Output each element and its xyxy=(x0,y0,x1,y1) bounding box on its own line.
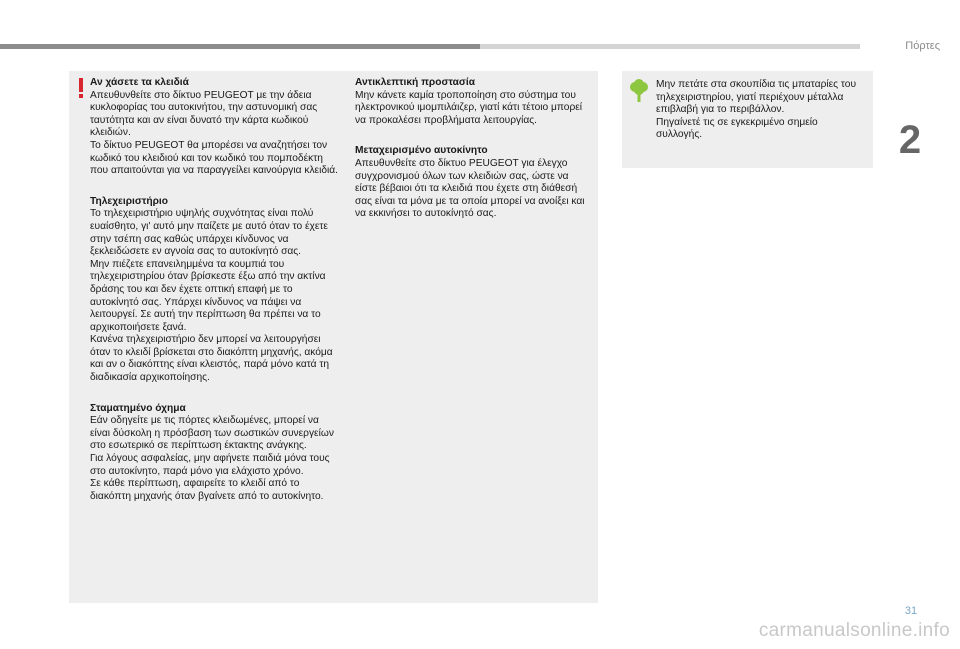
remote-control-section xyxy=(90,196,338,385)
left-column xyxy=(90,77,338,521)
anti-theft-section xyxy=(355,77,591,127)
environment-note-text xyxy=(656,79,866,142)
section-paragraph: Το δίκτυο PEUGEOT θα μπορέσει να αναζητήσει τον κωδικό του κλειδιού και τον κωδικό του πομποδέκτη που απαιτούνται για να παραγγείλει καινούργια κλειδιά. xyxy=(90,139,338,177)
section-paragraph: Το τηλεχειριστήριο υψηλής συχνότητας είναι πολύ ευαίσθητο, γι' αυτό μην παίζετε με αυτό όταν το έχετε στην τσέπη σας καθώς υπάρχει κίνδυνος να ξεκλειδώσετε εν αγνοία σας το αυτοκίνητό σας. xyxy=(90,208,328,258)
used-vehicle-section xyxy=(355,145,591,221)
section-paragraph: Μην κάνετε καμία τροποποίηση στο σύστημα του ηλεκτρονικού ιμομπιλάιζερ, γιατί κάτι τέτοιο μπορεί να προκαλέσει προβλήματα λειτουργίας. xyxy=(355,89,583,126)
right-column xyxy=(355,77,591,239)
exclamation-icon xyxy=(77,78,85,98)
section-heading: Τηλεχειριστήριο xyxy=(90,195,168,207)
environment-note-panel xyxy=(622,71,873,168)
section-heading: Σταματημένο όχημα xyxy=(90,402,186,414)
tree-icon xyxy=(629,79,649,103)
page-number: 31 xyxy=(904,605,918,617)
main-info-panel xyxy=(69,71,598,603)
section-paragraph: Κανένα τηλεχειριστήριο δεν μπορεί να λειτουργήσει όταν το κλειδί βρίσκεται στο διακόπτη μηχανής, ακόμα και αν ο διακόπτης είναι κλειστός, παρά μόνο κατά τη διαδικασία αρχικοποίησης. xyxy=(90,334,333,384)
section-paragraph: Απευθυνθείτε στο δίκτυο PEUGEOT για έλεγχο συγχρονισμού όλων των κλειδιών σας, ώστε να είστε βέβαιοι ότι τα κλειδιά που έχετε στη διάθεσή σας είναι τα μόνα με τα οποία μπορεί να ανοίξει και να εκκινήσει το αυτοκίνητό σας. xyxy=(355,157,585,220)
watermark: carmanualsonline.info xyxy=(758,620,950,641)
section-title: Πόρτες xyxy=(905,40,940,52)
chapter-number: 2 xyxy=(898,118,922,162)
note-paragraph: Μην πετάτε στα σκουπίδια τις μπαταρίες του τηλεχειριστηρίου, γιατί περιέχουν μέταλλα επιβλαβή για το περιβάλλον. xyxy=(656,79,857,116)
stopped-vehicle-section xyxy=(90,403,338,504)
section-paragraph: Σε κάθε περίπτωση, αφαιρείτε το κλειδί από το διακόπτη μηχανής όταν βγαίνετε από το αυτοκίνητο. xyxy=(90,478,324,502)
section-heading: Αν χάσετε τα κλειδιά xyxy=(90,77,189,88)
lost-keys-section xyxy=(90,77,338,178)
note-paragraph: Πηγαίνετέ τις σε εγκεκριμένο σημείο συλλογής. xyxy=(656,116,818,141)
section-heading: Μεταχειρισμένο αυτοκίνητο xyxy=(355,145,488,157)
section-paragraph: Για λόγους ασφαλείας, μην αφήνετε παιδιά μόνα τους στο αυτοκίνητο, παρά μόνο για ελάχιστο χρόνο. xyxy=(90,453,330,477)
section-heading: Αντικλεπτική προστασία xyxy=(355,77,475,88)
section-paragraph: Εάν οδηγείτε με τις πόρτες κλειδωμένες, μπορεί να είναι δύσκολη η πρόσβαση των σωστικών συνεργείων στο εσωτερικό σε περίπτωση έκτακτης ανάγκης. xyxy=(90,415,334,452)
section-paragraph: Απευθυνθείτε στο δίκτυο PEUGEOT με την άδεια κυκλοφορίας του αυτοκινήτου, την αστυνομική σας ταυτότητα και αν είναι δυνατό την κάρτα κωδικού κλειδιών. xyxy=(90,89,318,139)
section-paragraph: Μην πιέζετε επανειλημμένα τα κουμπιά του τηλεχειριστηρίου όταν βρίσκεστε έξω από την ακτίνα δράσης του και δεν έχετε οπτική επαφή με το αυτοκίνητό σας. Υπάρχει κίνδυνος να πάψει να λειτουργεί. Σε αυτή την περίπτωση θα πρέπει να το αρχικοποιήσετε ξανά. xyxy=(90,258,326,333)
header-bar-dark xyxy=(0,44,480,49)
